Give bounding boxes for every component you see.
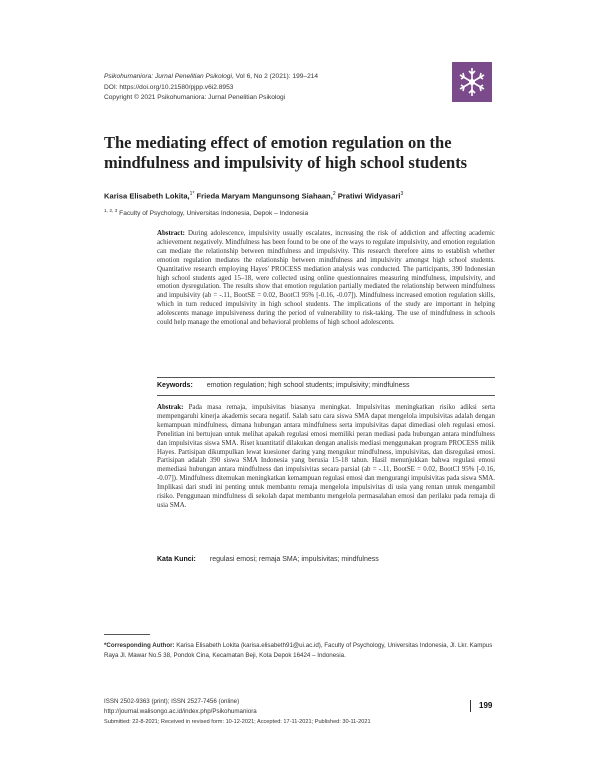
- author-3-sup: 3: [400, 191, 404, 197]
- paper-title: [104, 133, 494, 173]
- doi[interactable]: DOI: https://doi.org/10.21580/pjpp.v6i2.8953: [104, 83, 234, 91]
- abstrak-text: Pada masa remaja, impulsivitas biasanya meningkat. Impulsivitas meningkatkan risiko adiksi serta mempengaruhi kinerja akademis secara negatif. Salah satu cara siswa SMA dapat mengelola impulsivitas adalah dengan kemampuan mindfulness, dimana hubungan antara mindfulness serta impulsivitas dapat dimediasi oleh regulasi emosi. Penelitian ini bertujuan untuk melihat apakah regulasi emosi memiliki peran mediasi pada hubungan antara mindfulness dan impulsivitas siswa SMA. Riset kuantitatif dilakukan dengan analisis mediasi menggunakan program PROCESS milik Hayes. Partisipan dikumpulkan lewat kuesioner daring yang mengukur mindfulness, impulsivitas, dan disregulasi emosi. Partisipan adalah 390 siswa SMA Indonesia yang berusia 15-18 tahun. Hasil menunjukkan bahwa regulasi emosi memediasi hubungan antara mindfulness dan impulsivitas secara parsial (ab = -.11, BootSE = 0.02, BootCI 95% [-0.16, -0.07]). Mindfulness ditemukan meningkatkan kemampuan regulasi emosi dan mengurangi impulsivitas pada siswa SMA. Implikasi dari studi ini penting untuk membantu remaja mengelola impulsivitas di usia yang rentan untuk mengambil risiko. Penggunaan mindfulness di sekolah dapat membantu mengelola permasalahan emosi dan perilaku pada remaja di usia SMA.: [157, 404, 495, 509]
- page-footer: [104, 697, 371, 727]
- journal-url[interactable]: http://journal.walisongo.ac.id/index.php/Psikohumaniora: [104, 708, 257, 715]
- corresponding-author-footnote: [104, 641, 496, 661]
- journal-header: [104, 72, 318, 104]
- submission-dates: Submitted: 22-8-2021; Received in revised form: 10-12-2021; Accepted: 17-11-2021; Published: 30-11-2021: [104, 719, 371, 725]
- footnote-rule: [104, 634, 150, 635]
- snowflake-logo-icon: [452, 62, 492, 102]
- footnote-text: Karisa Elisabeth Lokita (karisa.elisabeth91@ui.ac.id), Faculty of Psychology, Universitas Indonesia, Jl. Lkr. Kampus Raya Jl. Mawar No.5 38, Pondok Cina, Kecamatan Beji, Kota Depok 16424 – Indonesia.: [104, 642, 493, 659]
- journal-name: Psikohumaniora: Jurnal Penelitian Psikologi: [104, 73, 232, 80]
- abstract-label: Abstract:: [157, 230, 185, 237]
- keywords-text: emotion regulation; high school students; impulsivity; mindfulness: [206, 382, 410, 389]
- abstrak-label: Abstrak:: [157, 404, 184, 411]
- kata-kunci-label: Kata Kunci:: [157, 556, 196, 563]
- title-line-1: The mediating effect of emotion regulation on the: [104, 133, 452, 152]
- footnote-label: *Corresponding Author:: [104, 642, 175, 649]
- title-line-2: mindfulness and impulsivity of high school students: [104, 153, 468, 172]
- page-number: 199: [470, 700, 503, 712]
- kata-kunci-text: regulasi emosi; remaja SMA; impulsivitas; mindfulness: [209, 556, 379, 563]
- issn: ISSN 2502-9363 (print); ISSN 2527-7456 (online): [104, 698, 240, 705]
- author-1: Karisa Elisabeth Lokita,: [104, 191, 190, 201]
- author-1-sup: 1*: [189, 191, 195, 197]
- author-2: Frieda Maryam Mangunsong Siahaan,: [194, 191, 333, 201]
- abstract-english: [157, 230, 495, 328]
- affiliation-sup: 1, 2, 3: [104, 209, 118, 214]
- abstract-text: During adolescence, impulsivity usually escalates, increasing the risk of addiction and affecting academic achievement negatively. Mindfulness has been found to be one of the ways to regulate impulsivity, and emotion regulation can mediate the relationship between mindfulness and impulsivity. This research therefore aims to establish whether emotion regulation mediates the relationship between mindfulness and impulsivity amongst high school students. Quantitative research employing Hayes' PROCESS mediation analysis was conducted. The participants, 390 Indonesian high school students aged 15–18, were collected using online questionnaires measuring mindfulness, impulsivity, and emotion dysregulation. The results show that emotion regulation partially mediated the relationship between mindfulness and impulsivity (ab = -.11, BootSE = 0.02, BootCI 95% [-0.16, -0.07]). Mindfulness increased emotion regulation skills, which in turn reduced impulsivity in high school students. The implications of the study are important in helping adolescents manage impulsiveness during the period of vulnerability to risk-taking. The use of mindfulness in schools could help manage the emotional and behavioral problems of high school adolescents.: [157, 230, 495, 327]
- journal-logo: [452, 62, 492, 102]
- author-list: [104, 191, 403, 201]
- abstract-indonesian: [157, 404, 495, 511]
- author-3: Pratiwi Widyasari: [335, 191, 401, 201]
- divider: [157, 377, 495, 378]
- keywords-label: Keywords:: [157, 382, 193, 389]
- journal-volume: , Vol 6, No 2 (2021): 199–214: [231, 73, 319, 80]
- copyright: Copyright © 2021 Psikohumaniora: Jurnal Penelitian Psikologi: [104, 94, 286, 101]
- divider: [157, 395, 495, 396]
- keywords-english: [157, 382, 410, 389]
- affiliation-text: Faculty of Psychology, Universitas Indonesia, Depok – Indonesia: [117, 210, 309, 218]
- author-2-sup: 2: [332, 191, 336, 197]
- affiliation: [104, 209, 308, 217]
- keywords-indonesian: [157, 556, 379, 563]
